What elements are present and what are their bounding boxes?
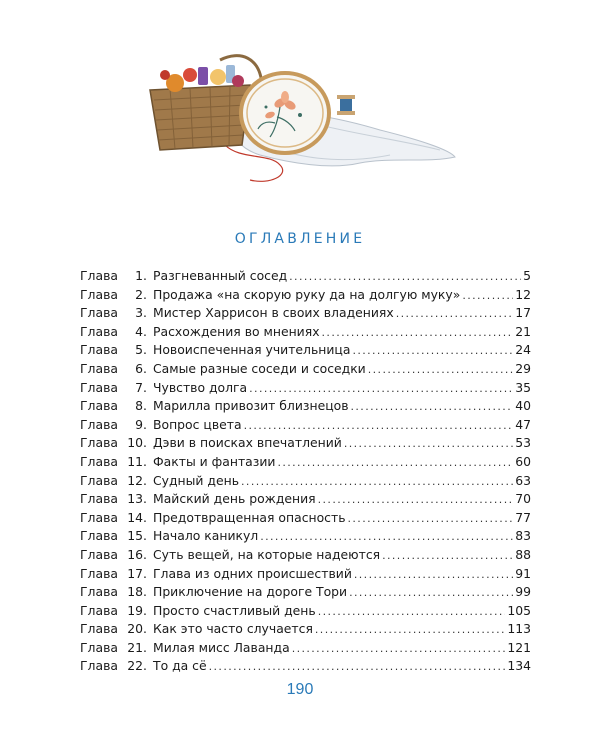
leader-dots xyxy=(318,493,514,506)
chapter-number: 8. xyxy=(135,398,147,414)
toc-entry xyxy=(80,435,531,454)
chapter-title: Чувство долга xyxy=(153,379,248,395)
chapter-label: Глава xyxy=(80,305,118,321)
chapter-title: Продажа «на скорую руку да на долгую муку» xyxy=(153,286,461,302)
chapter-label: Глава xyxy=(80,509,118,525)
chapter-page: 35 xyxy=(515,379,531,395)
leader-dots xyxy=(368,363,513,376)
chapter-label: Глава xyxy=(80,379,118,395)
chapter-number: 21. xyxy=(127,639,147,655)
chapter-page: 47 xyxy=(515,416,531,432)
chapter-number: 18. xyxy=(127,584,147,600)
chapter-page: 88 xyxy=(515,546,531,562)
leader-dots xyxy=(351,400,514,413)
chapter-label: Глава xyxy=(80,435,118,451)
toc-entry xyxy=(80,547,531,566)
chapter-title: Просто счастливый день xyxy=(153,602,316,618)
toc-entry xyxy=(80,491,531,510)
chapter-label: Глава xyxy=(80,491,118,507)
chapter-label: Глава xyxy=(80,602,118,618)
chapter-label: Глава xyxy=(80,360,118,376)
chapter-number: 17. xyxy=(127,565,147,581)
page-number: 190 xyxy=(286,681,314,698)
leader-dots xyxy=(315,623,505,636)
chapter-number: 15. xyxy=(127,528,147,544)
chapter-label: Глава xyxy=(80,398,118,414)
leader-dots xyxy=(209,660,506,673)
chapter-page: 134 xyxy=(507,658,531,674)
toc-entry xyxy=(80,510,531,529)
toc-entry xyxy=(80,417,531,436)
chapter-page: 91 xyxy=(515,565,531,581)
chapter-title: Вопрос цвета xyxy=(153,416,242,432)
toc-entry xyxy=(80,566,531,585)
toc-entry xyxy=(80,361,531,380)
leader-dots xyxy=(249,382,513,395)
chapter-page: 83 xyxy=(515,528,531,544)
chapter-number: 19. xyxy=(127,602,147,618)
chapter-page: 53 xyxy=(515,435,531,451)
table-of-contents xyxy=(80,268,531,677)
chapter-title: Марилла привозит близнецов xyxy=(153,398,349,414)
chapter-label: Глава xyxy=(80,268,118,283)
toc-entry xyxy=(80,305,531,324)
leader-dots xyxy=(349,586,513,599)
chapter-label: Глава xyxy=(80,286,118,302)
leader-dots xyxy=(462,289,513,302)
toc-entry xyxy=(80,268,531,287)
toc-entry xyxy=(80,603,531,622)
chapter-title: Предотвращенная опасность xyxy=(153,509,346,525)
chapter-page: 77 xyxy=(515,509,531,525)
sewing-illustration xyxy=(130,45,460,195)
leader-dots xyxy=(241,475,513,488)
leader-dots xyxy=(354,568,513,581)
toc-entry xyxy=(80,584,531,603)
chapter-number: 12. xyxy=(127,472,147,488)
chapter-number: 5. xyxy=(135,342,147,358)
chapter-label: Глава xyxy=(80,584,118,600)
chapter-title: Новоиспеченная учительница xyxy=(153,342,351,358)
chapter-number: 4. xyxy=(135,323,147,339)
chapter-number: 11. xyxy=(127,453,147,469)
chapter-page: 60 xyxy=(515,453,531,469)
toc-entry xyxy=(80,398,531,417)
chapter-page: 12 xyxy=(515,286,531,302)
toc-entry xyxy=(80,473,531,492)
leader-dots xyxy=(318,605,506,618)
chapter-page: 70 xyxy=(515,491,531,507)
toc-entry xyxy=(80,528,531,547)
chapter-title: Глава из одних происшествий xyxy=(153,565,352,581)
chapter-number: 20. xyxy=(127,621,147,637)
toc-entry xyxy=(80,380,531,399)
chapter-title: Милая мисс Лаванда xyxy=(153,639,290,655)
toc-entry xyxy=(80,621,531,640)
chapter-number: 3. xyxy=(135,305,147,321)
chapter-page: 63 xyxy=(515,472,531,488)
chapter-page: 121 xyxy=(507,639,531,655)
chapter-title: Суть вещей, на которые надеются xyxy=(153,546,381,562)
leader-dots xyxy=(277,456,513,469)
chapter-title: Мистер Харрисон в своих владениях xyxy=(153,305,394,321)
chapter-title: Судный день xyxy=(153,472,240,488)
chapter-page: 113 xyxy=(507,621,531,637)
chapter-title: Приключение на дороге Тори xyxy=(153,584,348,600)
toc-entry xyxy=(80,640,531,659)
chapter-label: Глава xyxy=(80,639,118,655)
chapter-page: 99 xyxy=(515,584,531,600)
chapter-label: Глава xyxy=(80,342,118,358)
leader-dots xyxy=(382,549,513,562)
leader-dots xyxy=(289,270,521,283)
toc-entry xyxy=(80,324,531,343)
chapter-label: Глава xyxy=(80,546,118,562)
chapter-label: Глава xyxy=(80,416,118,432)
leader-dots xyxy=(344,437,513,450)
chapter-number: 9. xyxy=(135,416,147,432)
chapter-title: Майский день рождения xyxy=(153,491,316,507)
chapter-label: Глава xyxy=(80,528,118,544)
leader-dots xyxy=(244,419,514,432)
chapter-page: 40 xyxy=(515,398,531,414)
chapter-title: То да сё xyxy=(153,658,207,674)
chapter-number: 1. xyxy=(135,268,147,283)
toc-title: ОГЛАВЛЕНИЕ xyxy=(234,231,366,247)
chapter-page: 29 xyxy=(515,360,531,376)
chapter-label: Глава xyxy=(80,472,118,488)
chapter-label: Глава xyxy=(80,453,118,469)
toc-entry xyxy=(80,287,531,306)
chapter-page: 105 xyxy=(507,602,531,618)
chapter-title: Самые разные соседи и соседки xyxy=(153,360,366,376)
leader-dots xyxy=(348,512,514,525)
leader-dots xyxy=(352,344,513,357)
toc-entry xyxy=(80,342,531,361)
chapter-title: Дэви в поисках впечатлений xyxy=(153,435,342,451)
chapter-number: 10. xyxy=(127,435,147,451)
toc-entry xyxy=(80,454,531,473)
chapter-title: Расхождения во мнениях xyxy=(153,323,320,339)
chapter-number: 6. xyxy=(135,360,147,376)
leader-dots xyxy=(396,307,514,320)
leader-dots xyxy=(292,642,506,655)
chapter-title: Как это часто случается xyxy=(153,621,313,637)
chapter-label: Глава xyxy=(80,658,118,674)
chapter-label: Глава xyxy=(80,323,118,339)
chapter-number: 22. xyxy=(127,658,147,674)
chapter-number: 13. xyxy=(127,491,147,507)
toc-entry xyxy=(80,658,531,677)
chapter-page: 17 xyxy=(515,305,531,321)
chapter-label: Глава xyxy=(80,565,118,581)
chapter-page: 5 xyxy=(523,268,531,283)
chapter-page: 21 xyxy=(515,323,531,339)
leader-dots xyxy=(260,530,513,543)
chapter-label: Глава xyxy=(80,621,118,637)
chapter-number: 16. xyxy=(127,546,147,562)
leader-dots xyxy=(322,326,514,339)
chapter-title: Начало каникул xyxy=(153,528,259,544)
chapter-number: 2. xyxy=(135,286,147,302)
chapter-title: Факты и фантазии xyxy=(153,453,276,469)
chapter-number: 14. xyxy=(127,509,147,525)
chapter-title: Разгневанный сосед xyxy=(153,268,288,283)
chapter-number: 7. xyxy=(135,379,147,395)
chapter-page: 24 xyxy=(515,342,531,358)
